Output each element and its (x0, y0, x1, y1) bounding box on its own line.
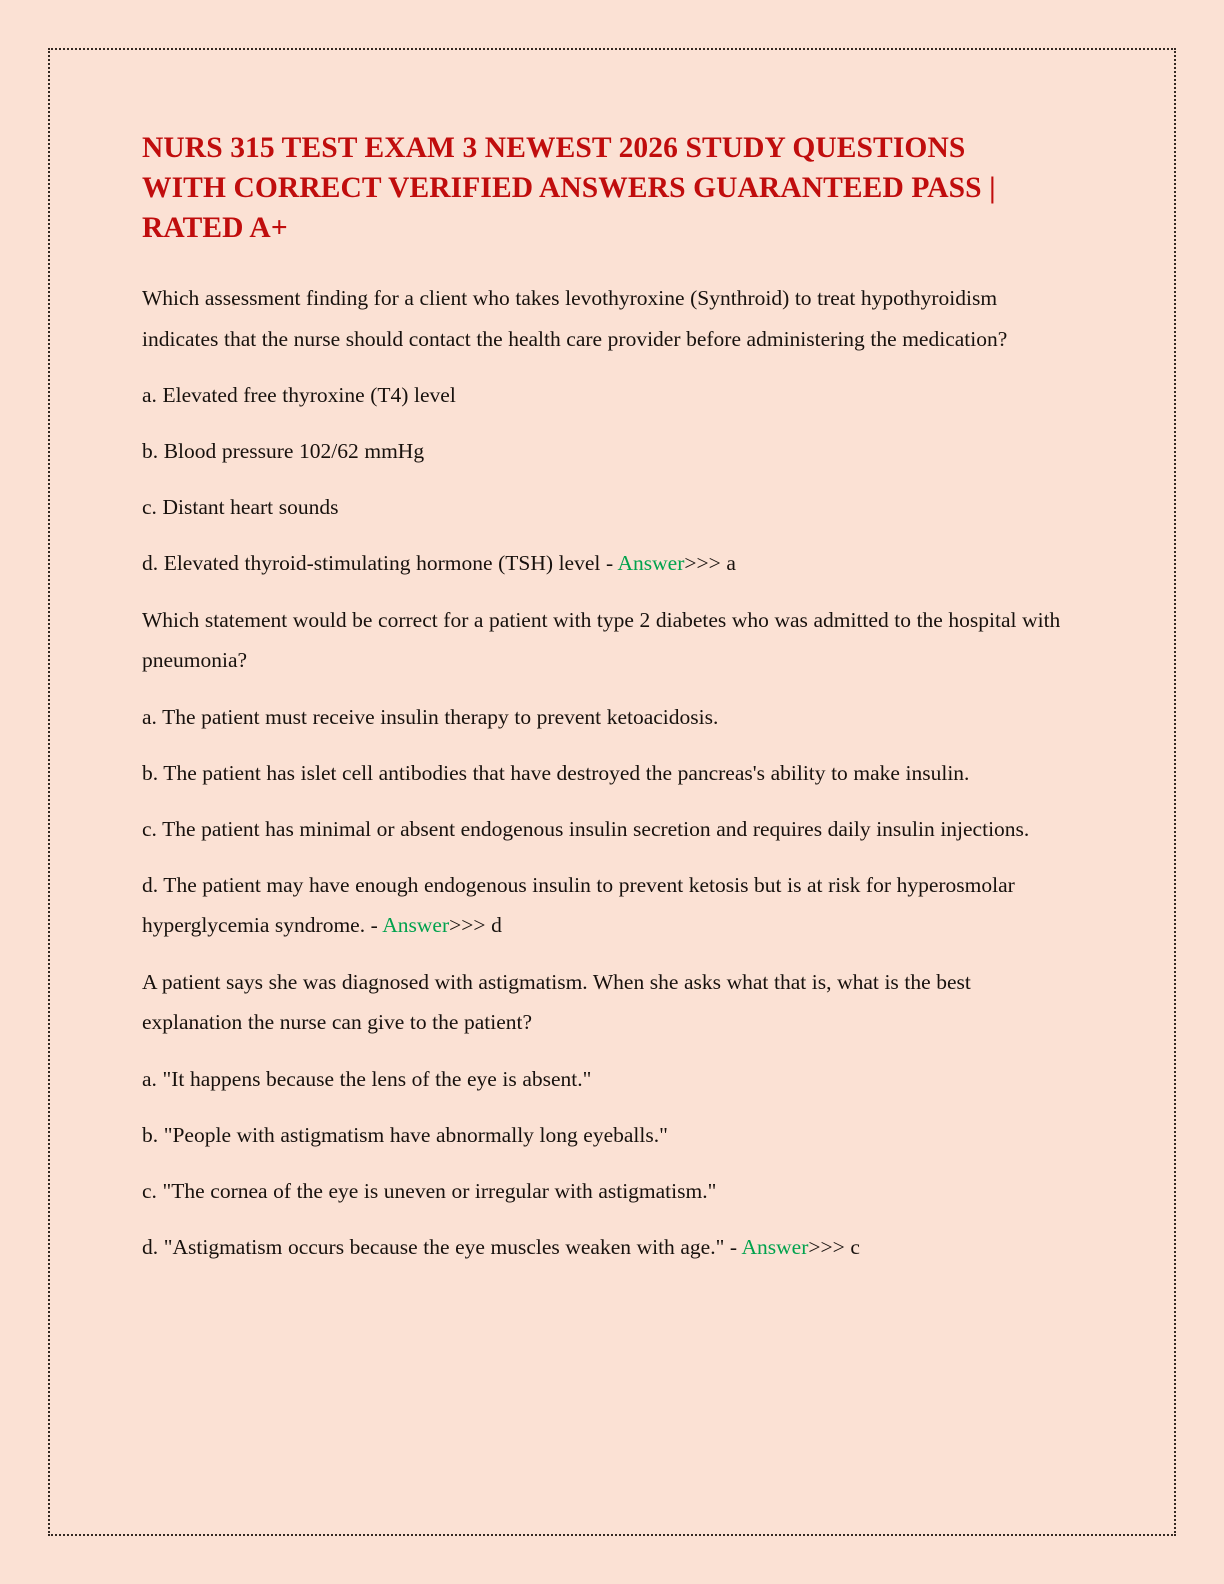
option-spacer (142, 849, 1068, 865)
answer-label: Answer (382, 913, 450, 937)
option-d-text: d. Elevated thyroid-stimulating hormone (TSH) level - (142, 551, 618, 575)
answer-value: d (485, 913, 502, 937)
question-block (142, 962, 1068, 1268)
stem-spacer (142, 359, 1068, 375)
option-d-text: d. "Astigmatism occurs because the eye muscles weaken with age." - (142, 1234, 742, 1259)
option-d-text: d. The patient may have enough endogenous insulin to prevent ketosis but is at risk for hyperosmolar hyperglycemia syndrome. - (142, 872, 1015, 937)
answer-marker: >>> (449, 913, 486, 937)
question-spacer (142, 946, 1068, 962)
option-c[interactable]: c. Distant heart sounds (142, 495, 339, 519)
question-stem: Which statement would be correct for a patient with type 2 diabetes who was admitted to the hospital with pneumonia? (142, 607, 1061, 672)
option-b[interactable]: b. "People with astigmatism have abnormally long eyeballs." (142, 1122, 668, 1147)
answer-marker: >>> (684, 551, 721, 575)
question-spacer (142, 584, 1068, 600)
answer-value: c (844, 1234, 860, 1259)
option-spacer (142, 528, 1068, 544)
option-spacer (142, 737, 1068, 753)
option-spacer (142, 472, 1068, 488)
option-spacer (142, 1099, 1068, 1115)
answer-value: a (720, 551, 736, 575)
question-block (142, 278, 1068, 584)
page-title-line-2: WITH CORRECT VERIFIED ANSWERS GUARANTEED PASS | (142, 172, 996, 204)
option-d-with-answer[interactable] (142, 543, 1068, 584)
option-b[interactable]: b. Blood pressure 102/62 mmHg (142, 439, 425, 463)
option-a[interactable]: a. Elevated free thyroxine (T4) level (142, 383, 456, 407)
question-stem: A patient says she was diagnosed with astigmatism. When she asks what that is, what is the best explanation the nurse can give to the patient? (142, 969, 971, 1034)
answer-label: Answer (741, 1234, 809, 1259)
answer-label: Answer (617, 551, 685, 575)
question-block (142, 600, 1068, 946)
page-title (142, 128, 1068, 248)
page-title-line-1: NURS 315 TEST EXAM 3 NEWEST 2026 STUDY QUESTIONS (142, 132, 966, 164)
stem-spacer (142, 681, 1068, 697)
option-a[interactable]: a. The patient must receive insulin therapy to prevent ketoacidosis. (142, 704, 719, 729)
option-d-with-answer[interactable] (142, 1227, 1068, 1268)
option-c[interactable]: c. "The cornea of the eye is uneven or irregular with astigmatism." (142, 1178, 717, 1203)
title-spacer (142, 248, 1068, 278)
question-stem: Which assessment finding for a client who takes levothyroxine (Synthroid) to treat hypothyroidism indicates that the nurse should contact the health care provider before administering the medication? (142, 286, 1008, 351)
option-spacer (142, 1155, 1068, 1171)
option-a[interactable]: a. "It happens because the lens of the eye is absent." (142, 1066, 592, 1091)
option-spacer (142, 793, 1068, 809)
option-d-with-answer[interactable] (142, 865, 1068, 946)
answer-marker: >>> (808, 1234, 845, 1259)
document-content (142, 128, 1068, 1267)
option-spacer (142, 416, 1068, 432)
option-c[interactable]: c. The patient has minimal or absent endogenous insulin secretion and requires daily insulin injections. (142, 816, 1030, 841)
stem-spacer (142, 1043, 1068, 1059)
page-title-line-3: RATED A+ (142, 212, 288, 244)
option-b[interactable]: b. The patient has islet cell antibodies that have destroyed the pancreas's ability to make insulin. (142, 760, 970, 785)
option-spacer (142, 1211, 1068, 1227)
